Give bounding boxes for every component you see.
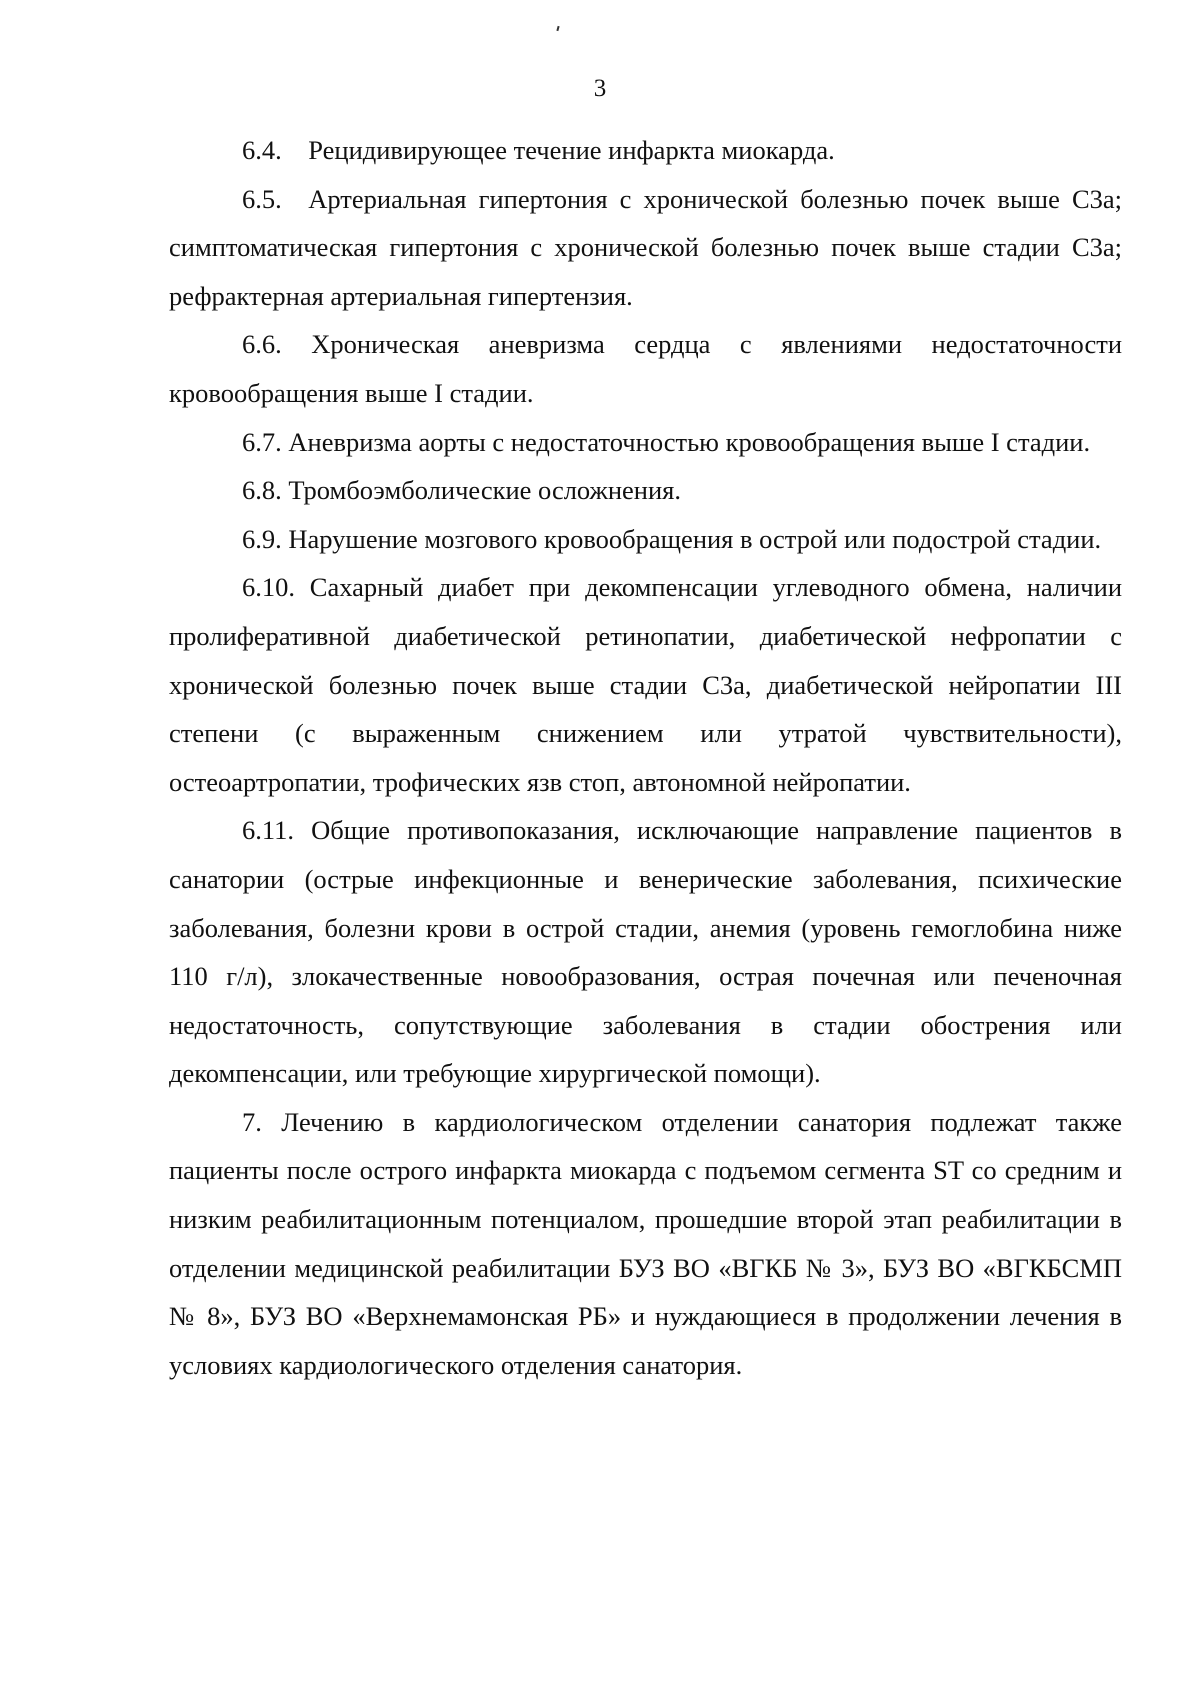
paragraph-6-4: 6.4. Рецидивирующее течение инфаркта миокарда. <box>242 135 835 165</box>
scan-speck <box>556 26 559 31</box>
paragraph-7: 7. Лечению в кардиологическом отделении санатория подлежат также пациенты после острого инфаркта миокарда с подъемом сегмента ST со средним и низким реабилитационным потенциалом, прошедшие второй этап реабилитации в отделении медицинской реабилитации БУЗ ВО «ВГКБ № 3», БУЗ ВО «ВГКБСМП № 8», БУЗ ВО «Верхнемамонская РБ» и нуждающиеся в продолжении лечения в условиях кардиологического отделения санатория. <box>169 1106 1122 1380</box>
page-number: 3 <box>593 75 607 102</box>
paragraph-6-5: 6.5. Артериальная гипертония с хронической болезнью почек выше С3а; симптоматическая гипертония с хронической болезнью почек выше стадии С3а; рефрактерная артериальная гипертензия. <box>169 183 1122 311</box>
paragraph-6-11: 6.11. Общие противопоказания, исключающие направление пациентов в санатории (острые инфекционные и венерические заболевания, психические заболевания, болезни крови в острой стадии, анемия (уровень гемоглобина ниже 110 г/л), злокачественные новообразования, острая почечная или печеночная недостаточность, сопутствующие заболевания в стадии обострения или декомпенсации, или требующие хирургической помощи). <box>169 815 1122 1089</box>
document-body <box>169 126 1122 1389</box>
paragraph-6-10: 6.10. Сахарный диабет при декомпенсации углеводного обмена, наличии пролиферативной диабетической ретинопатии, диабетической нефропатии с хронической болезнью почек выше стадии С3а, диабетической нейропатии III степени (с выраженным снижением или утратой чувствительности), остеоартропатии, трофических язв стоп, автономной нейропатии. <box>169 572 1122 797</box>
paragraph-6-8: 6.8. Тромбоэмболические осложнения. <box>242 475 681 506</box>
paragraph-6-7: 6.7. Аневризма аорты с недостаточностью кровообращения выше I стадии. <box>242 426 1091 457</box>
paragraph-6-9: 6.9. Нарушение мозгового кровообращения в острой или подострой стадии. <box>242 523 1102 554</box>
paragraph-6-6: 6.6. Хроническая аневризма сердца с явлениями недостаточности кровообращения выше I стадии. <box>169 329 1122 408</box>
